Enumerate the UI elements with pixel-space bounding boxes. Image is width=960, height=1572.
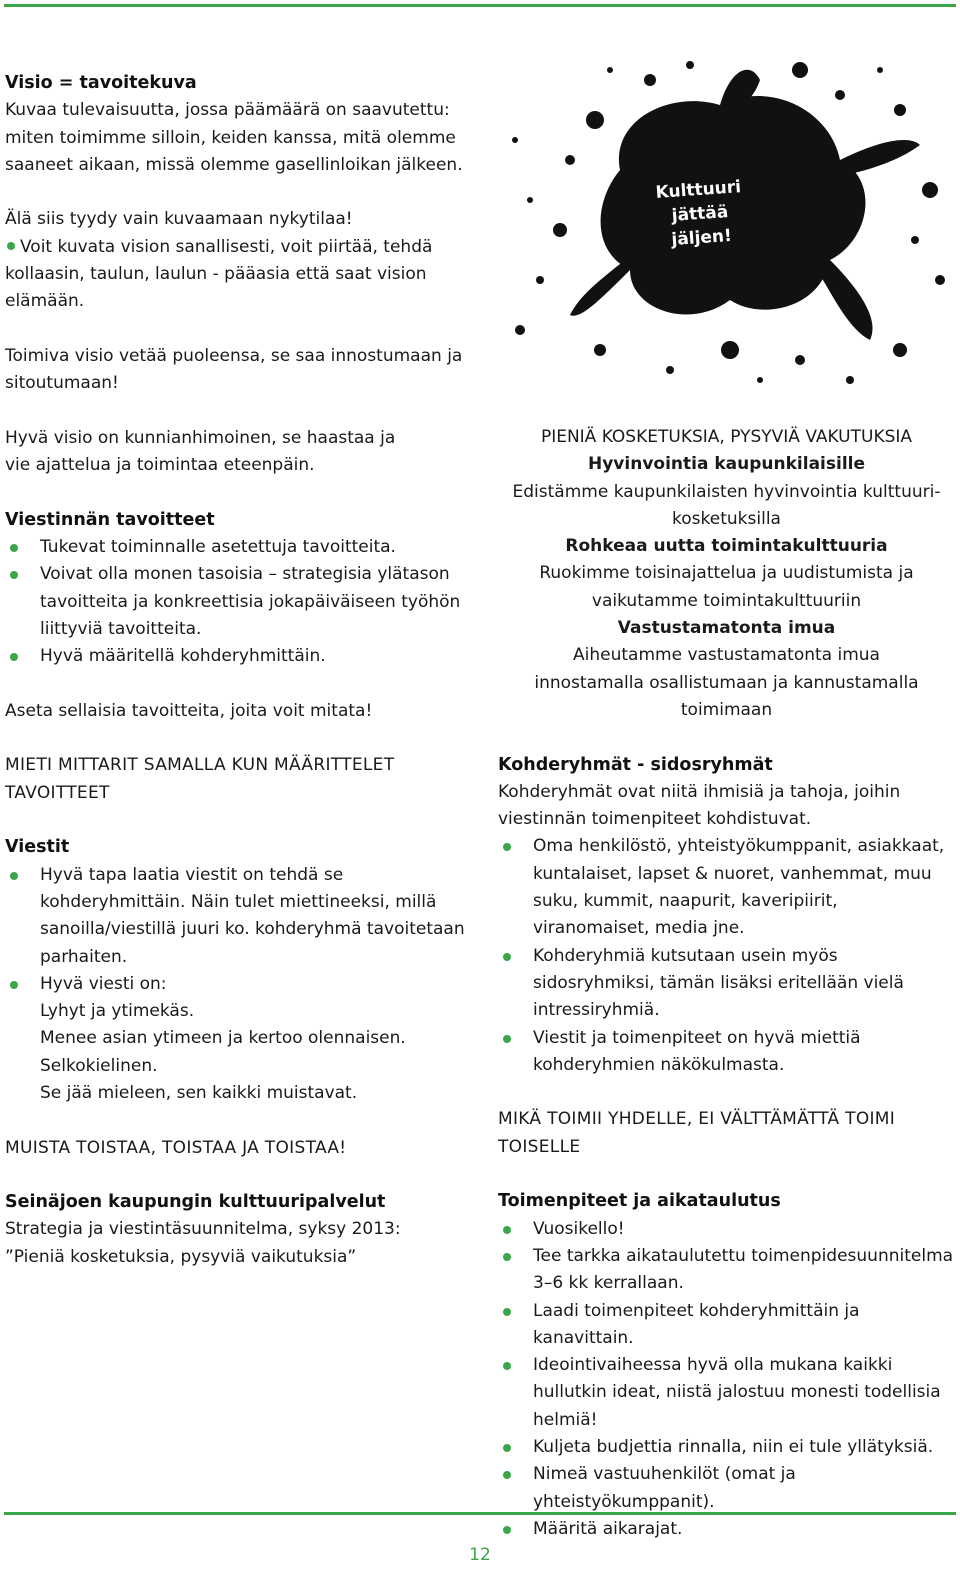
good-message-line: Lyhyt ja ytimekäs. — [40, 1001, 195, 1022]
list-item: Oma henkilöstö, yhteistyökumppanit, asiakkaat, kuntalaiset, lapset & nuoret, vanhemmat, muu suku, kummit, naapurit, kaveripiirit, viranomaiset, media jne. — [498, 833, 955, 942]
kohderyhmat-heading: Kohderyhmät - sidosryhmät — [498, 754, 773, 775]
slogan-line: jättää — [671, 202, 729, 226]
pienia-line: PIENIÄ KOSKETUKSIA, PYSYVIÄ VAKUTUKSIA — [540, 427, 913, 447]
voit-line: Voit kuvata vision sanallisesti, voit piirtää, tehdä — [5, 234, 475, 261]
pienia-line: Edistämme kaupunkilaisten hyvinvointia kulttuuri- — [512, 481, 941, 502]
kohderyhmat-line: Kohderyhmät ovat niitä ihmisiä ja tahoja, joihin — [498, 781, 901, 802]
seinajoki-line: ”Pieniä kosketuksia, pysyviä vaikutuksia” — [5, 1246, 357, 1267]
good-message-line: Menee asian ytimeen ja kertoo olennaisen. — [40, 1028, 406, 1049]
voit-line: kollaasin, taulun, laulun - pääasia että saat vision — [5, 264, 427, 285]
hyva-line: vie ajattelua ja toimintaa eteenpäin. — [5, 455, 315, 476]
toimiva-line: Toimiva visio vetää puoleensa, se saa innostumaan ja — [5, 345, 463, 366]
good-message-line: Selkokielinen. — [40, 1055, 158, 1076]
list-item: Viestit ja toimenpiteet on hyvä miettiä kohderyhmien näkökulmasta. — [498, 1025, 955, 1080]
good-message-line: Se jää mieleen, sen kaikki muistavat. — [40, 1082, 358, 1103]
list-item: Kuljeta budjettia rinnalla, niin ei tule yllätyksiä. — [498, 1434, 955, 1461]
list-item: Kohderyhmiä kutsutaan usein myös sidosryhmiksi, tämän lisäksi eritellään vielä intressiryhmiä. — [498, 943, 955, 1025]
viestit-list — [5, 862, 475, 1108]
bullet-icon — [7, 242, 15, 250]
viestinnan-heading: Viestinnän tavoitteet — [5, 509, 215, 530]
list-item: Tee tarkka aikataulutettu toimenpidesuunnitelma 3–6 kk kerrallaan. — [498, 1243, 955, 1298]
muista-line: MUISTA TOISTAA, TOISTAA JA TOISTAA! — [5, 1137, 347, 1158]
pienia-line: innostamalla osallistumaan ja kannustamalla — [534, 672, 919, 693]
toimiva-line: sitoutumaan! — [5, 373, 119, 394]
seinajoki-heading: Seinäjoen kaupungin kulttuuripalvelut — [5, 1192, 386, 1213]
page-number: 12 — [469, 1545, 491, 1565]
toimenpiteet-heading: Toimenpiteet ja aikataulutus — [498, 1191, 781, 1212]
voit-line: elämään. — [5, 291, 85, 312]
list-item: Määritä aikarajat. — [498, 1516, 955, 1543]
list-item: Hyvä tapa laatia viestit on tehdä se kohderyhmittäin. Näin tulet miettineeksi, millä sanoilla/viestillä juuri ko. kohderyhmä tavoitetaan parhaiten. — [5, 862, 475, 971]
slogan-line: Kulttuuri — [654, 177, 742, 204]
good-message-line: Hyvä viesti on: — [40, 973, 167, 994]
pienia-line: toimimaan — [680, 699, 773, 720]
pienia-line: Ruokimme toisinajattelua ja uudistumista ja — [539, 563, 914, 584]
seinajoki-line: Strategia ja viestintäsuunnitelma, syksy 2013: — [5, 1219, 401, 1240]
slogan-line: jäljen! — [670, 225, 733, 251]
viestinnan-list — [5, 534, 475, 670]
list-item: Ideointivaiheessa hyvä olla mukana kaikki hullutkin ideat, niistä jalostuu monesti todellisia helmiä! — [498, 1352, 955, 1434]
ala-line: Älä siis tyydy vain kuvaamaan nykytilaa! — [5, 209, 353, 230]
pienia-line: kosketuksilla — [672, 508, 781, 529]
toimenpiteet-list — [498, 1216, 955, 1544]
list-item: Tukevat toiminnalle asetettuja tavoitteita. — [5, 534, 475, 561]
list-item: Nimeä vastuuhenkilöt (omat ja yhteistyökumppanit). — [498, 1461, 955, 1516]
mika-line: MIKÄ TOIMII YHDELLE, EI VÄLTTÄMÄTTÄ TOIMI TOISELLE — [498, 1109, 896, 1157]
visio-line: saaneet aikaan, missä olemme gasellinloikan jälkeen. — [5, 154, 463, 175]
kohderyhmat-line: viestinnän toimenpiteet kohdistuvat. — [498, 809, 812, 830]
viestit-heading: Viestit — [5, 837, 70, 858]
list-item: Hyvä määritellä kohderyhmittäin. — [5, 643, 475, 670]
list-item: Voivat olla monen tasoisia – strategisia ylätason tavoitteita ja konkreettisia jokapäiväiseen työhön liittyviä tavoitteita. — [5, 561, 475, 643]
top-rule — [4, 4, 956, 7]
list-item: Vuosikello! — [498, 1216, 955, 1243]
mieti-line: MIETI MITTARIT SAMALLA KUN MÄÄRITTELET TAVOITTEET — [5, 755, 395, 803]
splat-slogan — [648, 175, 753, 254]
left-column — [5, 70, 475, 1271]
hyva-line: Hyvä visio on kunnianhimoinen, se haastaa ja — [5, 427, 396, 448]
pienia-subheading: Rohkeaa uutta toimintakulttuuria — [565, 536, 888, 557]
kohderyhmat-list — [498, 833, 955, 1079]
list-item — [5, 971, 475, 1107]
visio-line: Kuvaa tulevaisuutta, jossa päämäärä on saavutettu: — [5, 100, 450, 121]
pienia-line: vaikutamme toimintakulttuuriin — [591, 590, 862, 611]
aseta-line: Aseta sellaisia tavoitteita, joita voit mitata! — [5, 700, 373, 721]
pienia-line: Aiheutamme vastustamatonta imua — [573, 645, 880, 666]
bottom-rule — [4, 1512, 956, 1515]
visio-heading: Visio = tavoitekuva — [5, 73, 197, 93]
pienia-subheading: Vastustamatonta imua — [617, 618, 836, 639]
pienia-subheading: Hyvinvointia kaupunkilaisille — [588, 454, 865, 475]
visio-line: miten toimimme silloin, keiden kanssa, mitä olemme — [5, 127, 456, 148]
right-column — [498, 424, 955, 1543]
list-item: Laadi toimenpiteet kohderyhmittäin ja kanavittain. — [498, 1298, 955, 1353]
pienia-block — [498, 424, 955, 724]
